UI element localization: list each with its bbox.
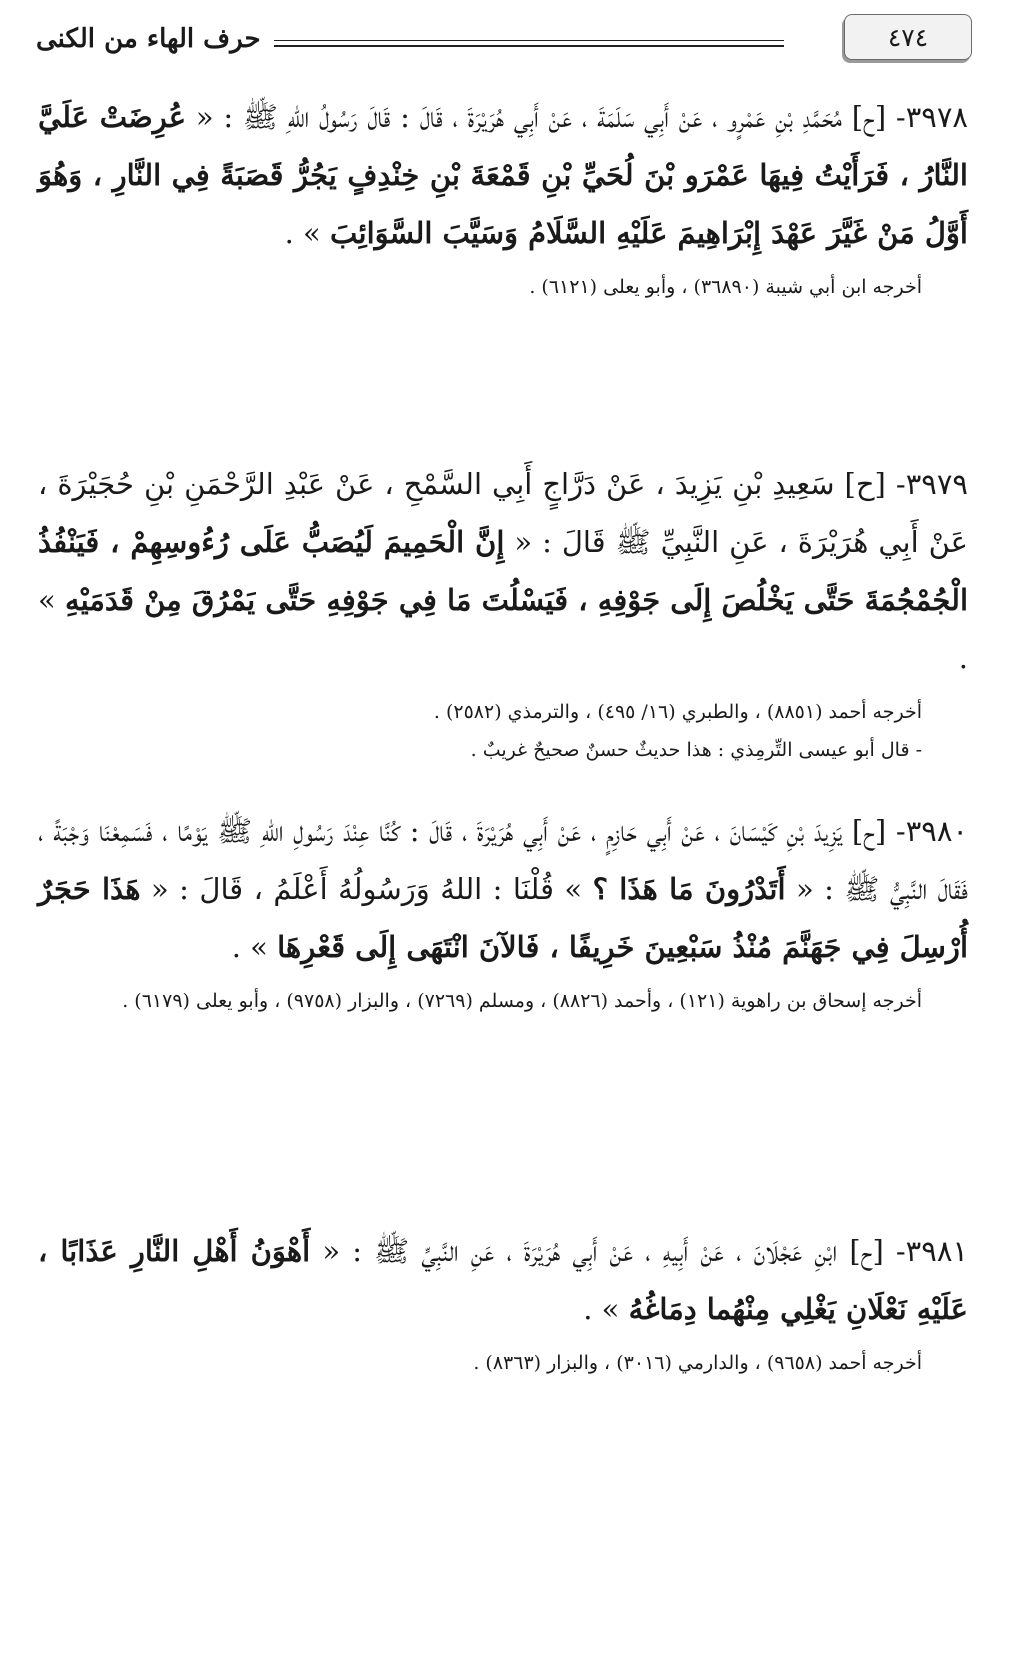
hadith-matn: عُرِضَتْ عَلَيَّ النَّارُ ، فَرَأَيْتُ فِيهَا عَمْرَو بْنَ لُحَيِّ بْنِ قَمْعَةَ بْنِ خِنْدِفٍ يَجُرُّ قَصَبَةً فِي النَّارِ ، وَهُوَ أَوَّلُ مَنْ غَيَّرَ عَهْدَ إِبْرَاهِيمَ عَلَيْهِ السَّلَامُ وَسَيَّبَ السَّوَائِبَ	[38, 100, 968, 250]
takhrij-note: أخرجه أحمد (٨٨٥١) ، والطبري (١٦/ ٤٩٥) ، والترمذي (٢٥٨٢) .	[433, 701, 922, 723]
hadith-tail: » .	[284, 216, 331, 250]
running-title: حرف الهاء من الكنى	[36, 24, 261, 54]
hadith-matn: أَهْوَنُ أَهْلِ النَّارِ عَذَابًا ، عَلَيْهِ نَعْلَانِ يَغْلِي مِنْهُما دِمَاغُهُ	[38, 1234, 968, 1326]
hadith-entry	[38, 802, 968, 1020]
tirmidhi-comment: - قال أبو عيسى التِّرمِذي : هذا حديثٌ حسنٌ صحيحٌ غريبٌ .	[470, 739, 922, 761]
page-number	[844, 14, 972, 60]
takhrij-note: أخرجه إسحاق بن راهوية (١٢١) ، وأحمد (٨٨٢٦) ، ومسلم (٧٢٦٩) ، والبزار (٩٧٥٨) ، وأبو يعلى (٦١٧٩) .	[122, 990, 922, 1012]
hadith-isnad: - [ح] سَعِيدِ بْنِ يَزِيدَ ، عَنْ دَرَّاجٍ أَبِي السَّمْحِ ، عَنْ عَبْدِ الرَّحْمَنِ بْنِ حُجَيْرَةَ ، عَنْ أَبِي هُرَيْرَةَ ، عَنِ النَّبِيِّ ﷺ قَالَ : «	[38, 467, 968, 559]
hadith-number: ٣٩٨١	[905, 1234, 968, 1268]
hadith-matn-2: هَذَا حَجَرٌ أُرْسِلَ فِي جَهَنَّمَ مُنْذُ سَبْعِينَ خَرِيفًا ، فَالآنَ انْتَهَى إِلَى قَعْرِهَا	[38, 872, 968, 964]
hadith-matn: أَتَدْرُونَ مَا هَذَا ؟	[592, 872, 786, 906]
hadith-number: ٣٩٧٨	[905, 100, 969, 134]
hadith-number: ٣٩٧٩	[905, 467, 968, 501]
hadith-entry	[38, 1222, 968, 1382]
header-divider	[274, 40, 784, 41]
hadith-isnad: - [ح] ابْنِ عَجْلَانَ ، عَنْ أَبِيهِ ، عَنْ أَبِي هُرَيْرَةَ ، عَنِ النَّبِيِّ ﷺ : «	[310, 1234, 906, 1268]
hadith-number: ٣٩٨٠	[905, 814, 968, 848]
hadith-tail: » .	[583, 1292, 629, 1326]
hadith-text	[38, 802, 968, 976]
hadith-text	[38, 455, 968, 687]
takhrij-note: أخرجه ابن أبي شيبة (٣٦٨٩٠) ، وأبو يعلى (٦١٢١) .	[529, 276, 922, 298]
hadith-matn: إِنَّ الْحَمِيمَ لَيُصَبُّ عَلَى رُءُوسِهِمْ ، فَيَنْفُذُ الْجُمْجُمَةَ حَتَّى يَخْلُصَ إِلَى جَوْفِهِ ، فَيَسْلُتَ مَا فِي جَوْفِهِ حَتَّى يَمْرُقَ مِنْ قَدَمَيْهِ	[38, 525, 969, 617]
page-header	[36, 14, 972, 64]
hadith-entry	[38, 88, 968, 306]
hadith-isnad: - [ح] يَزِيدَ بْنِ كَيْسَانَ ، عَنْ أَبِي حَازِمٍ ، عَنْ أَبِي هُرَيْرَةَ ، قَالَ : كُنَّا عِنْدَ رَسُولِ اللهِ ﷺ يَوْمًا ، فَسَمِعْنَا وَجْبَةً ، فَقَالَ النَّبِيُّ ﷺ : «	[38, 814, 968, 906]
hadith-mid: » قُلْنَا : اللهُ وَرَسُولُهُ أَعْلَمُ ، قَالَ : «	[140, 872, 593, 906]
hadith-entry	[38, 455, 968, 769]
hadith-text	[38, 88, 968, 262]
takhrij-note: أخرجه أحمد (٩٦٥٨) ، والدارمي (٣٠١٦) ، والبزار (٨٣٦٣) .	[473, 1352, 922, 1374]
hadith-isnad: - [ح] مُحَمَّدِ بْنِ عَمْرٍو ، عَنْ أَبِي سَلَمَةَ ، عَنْ أَبِي هُرَيْرَةَ ، قَالَ : قَالَ رَسُولُ اللهِ ﷺ : «	[186, 100, 906, 134]
page-number-text: ٤٧٤	[887, 22, 929, 52]
hadith-text	[38, 1222, 968, 1338]
hadith-tail: » .	[38, 583, 968, 675]
hadith-tail: » .	[231, 930, 278, 964]
